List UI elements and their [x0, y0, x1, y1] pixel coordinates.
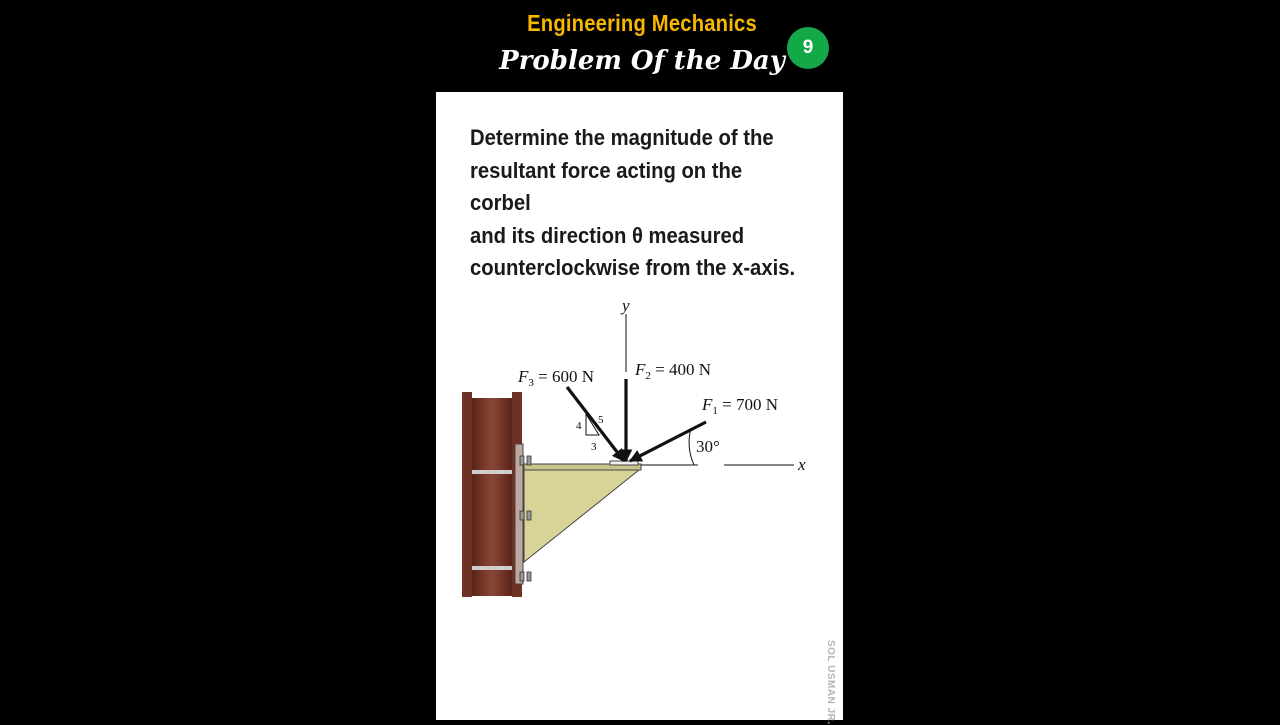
corbel-diagram — [436, 92, 843, 725]
problem-card — [436, 92, 843, 725]
problem-number-badge: 9 — [787, 27, 829, 69]
steel-column — [462, 392, 523, 597]
angle-arc — [689, 428, 694, 465]
slope-triangle — [576, 414, 604, 453]
corbel-bracket — [520, 456, 641, 581]
problem-statement: Determine the magnitude of the resultant force acting on the corbel and its direction θ measured counterclockwise from the x-axis. — [470, 125, 796, 280]
f3-label: $F_3 = 600$ N — [518, 367, 595, 389]
slope-run: 3 — [591, 441, 597, 453]
y-axis-label: y — [622, 296, 630, 315]
header-title: Engineering Mechanics — [527, 10, 757, 36]
f1-label: $F_1 = 700$ N — [702, 395, 779, 417]
slope-hyp: 5 — [598, 414, 604, 426]
f1-arrow — [630, 422, 706, 461]
f1-angle-label: 30° — [696, 437, 720, 456]
header-subtitle: Problem Of the Day — [499, 46, 785, 76]
watermark-credit: SOL USMAN JR. — [825, 640, 836, 725]
slope-rise: 4 — [576, 420, 582, 432]
f2-label: $F_2 = 400$ N — [635, 360, 712, 382]
x-axis-label: x — [798, 455, 806, 474]
